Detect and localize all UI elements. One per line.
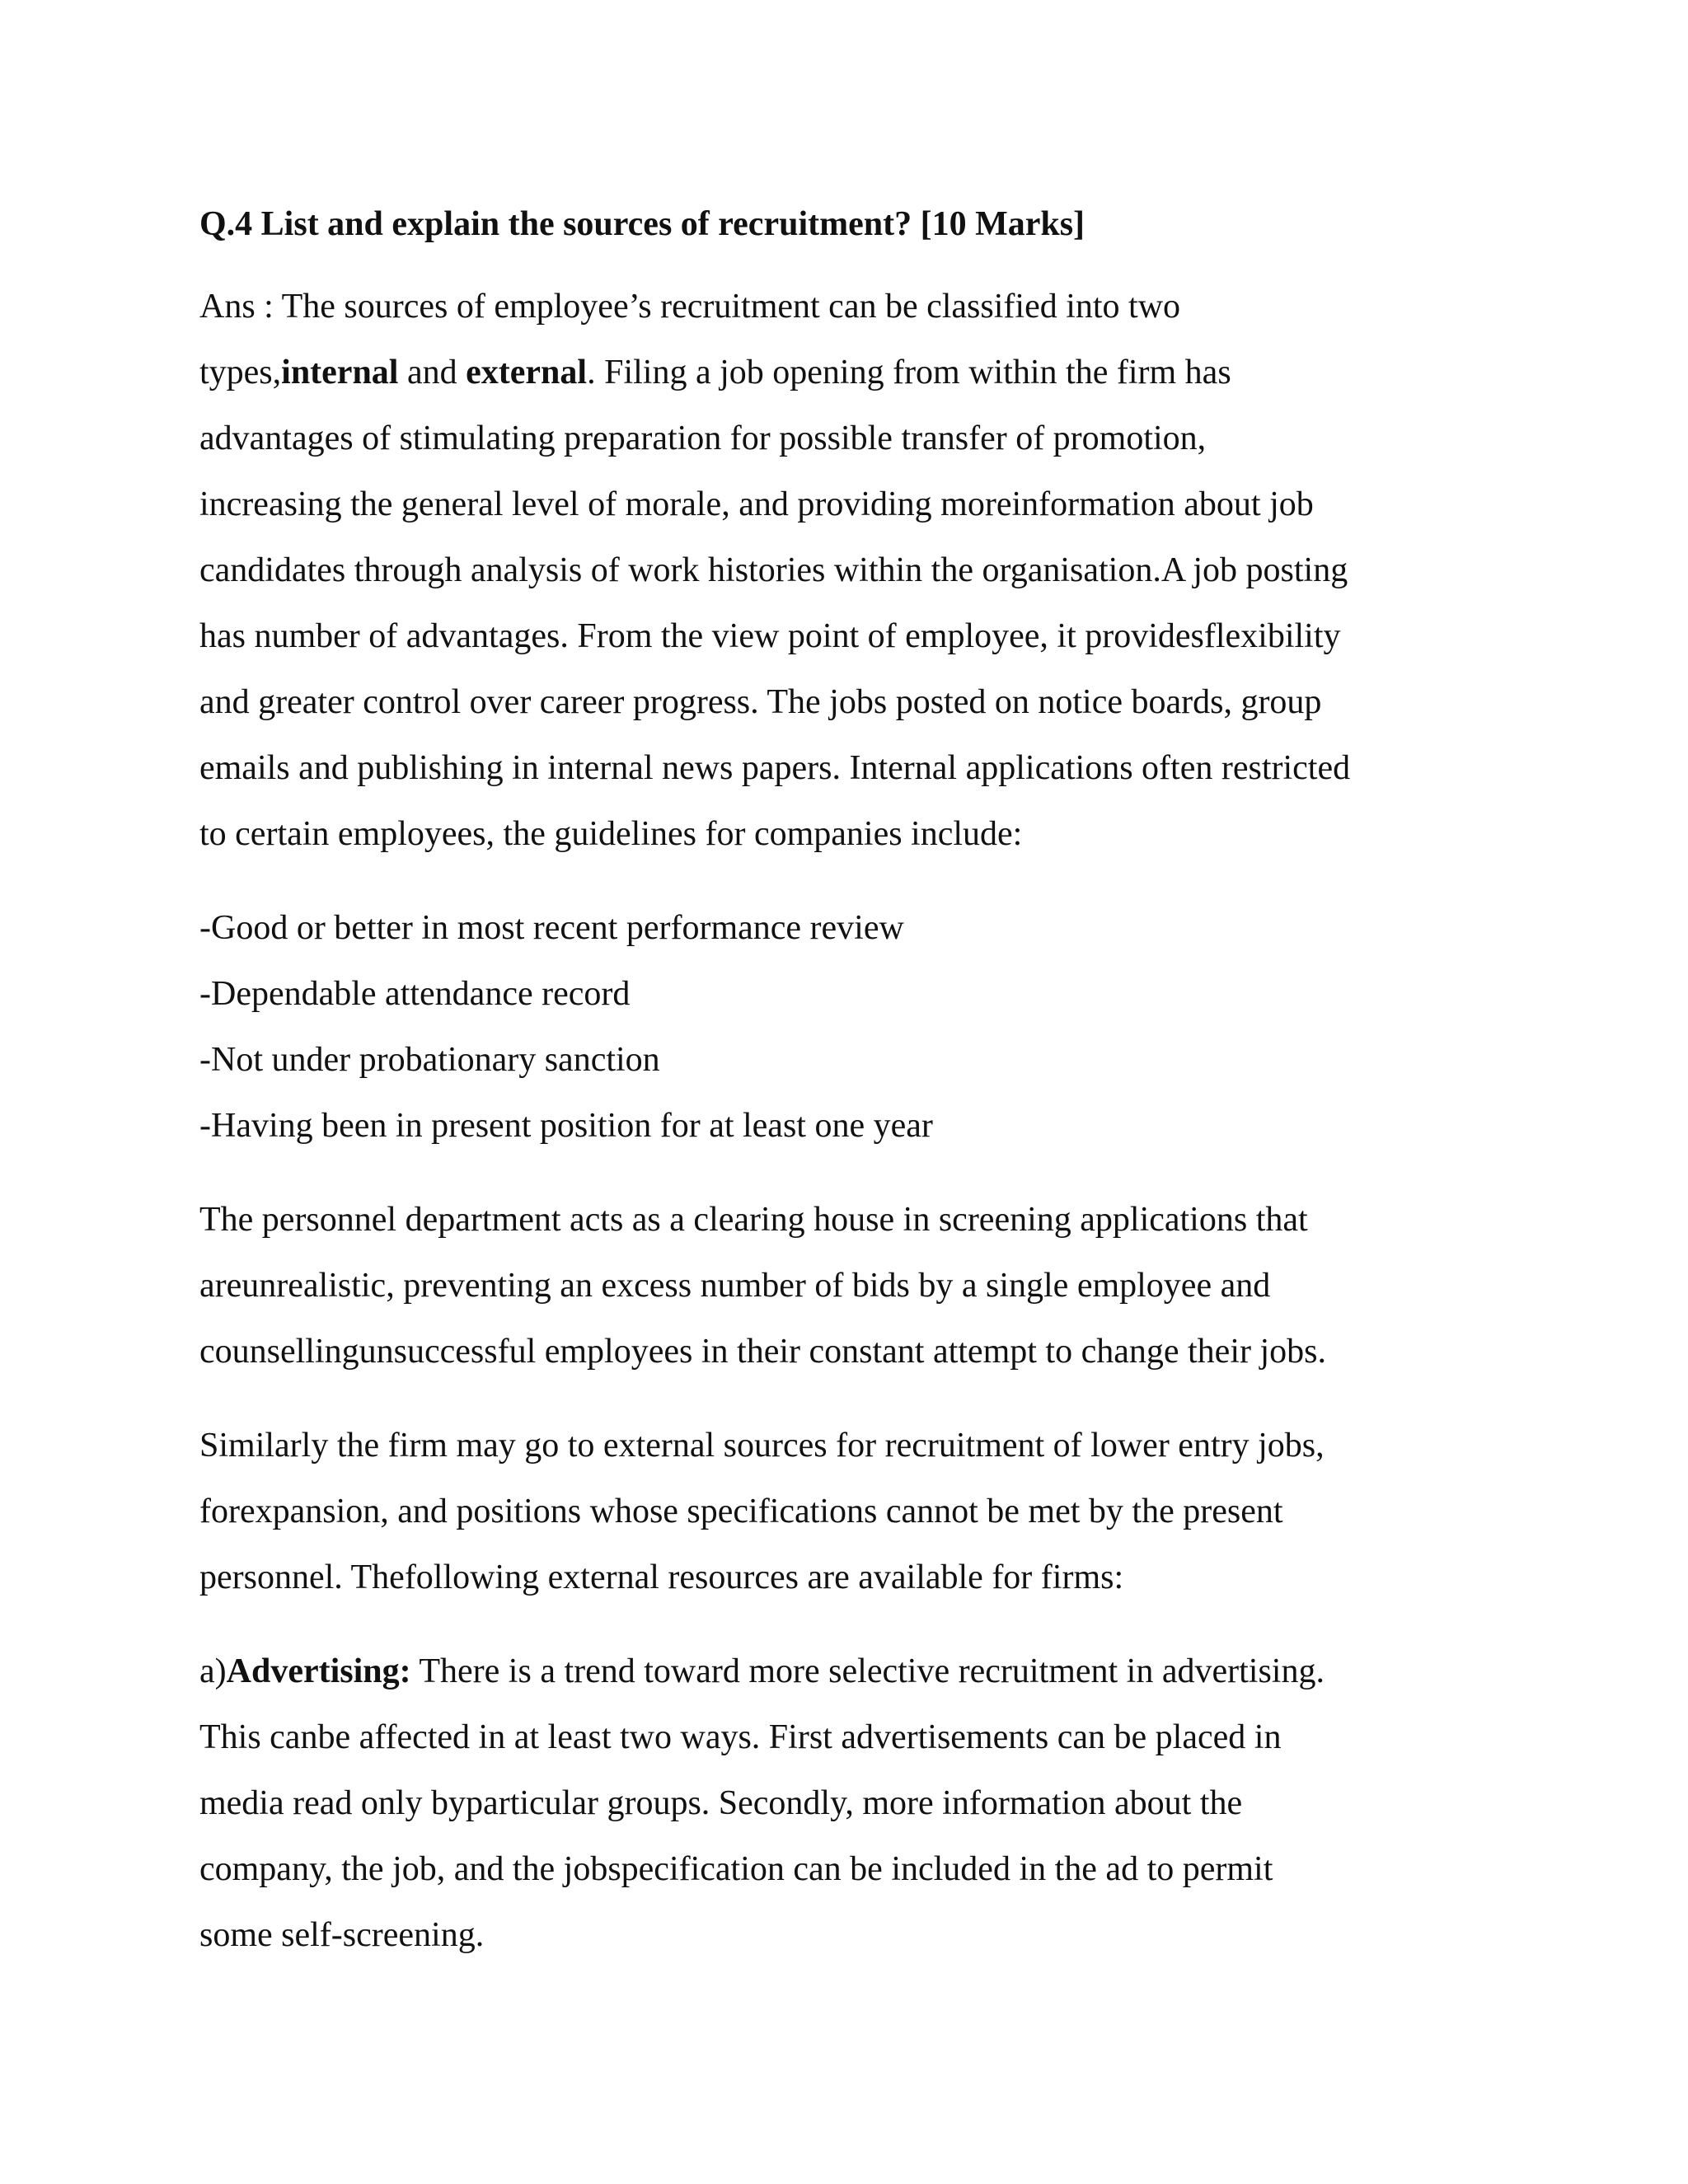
paragraph-line: company, the job, and the jobspecification can be included in the ad to permit bbox=[199, 1850, 1273, 1888]
paragraph-line: media read only byparticular groups. Secondly, more information about the bbox=[199, 1784, 1243, 1822]
answer-intro-paragraph bbox=[199, 274, 1502, 867]
bold-term-internal: internal bbox=[281, 354, 399, 391]
question-title: Q.4 List and explain the sources of recruitment? [10 Marks] bbox=[199, 205, 1085, 243]
paragraph-line: The personnel department acts as a clearing house in screening applications that bbox=[199, 1201, 1308, 1239]
answer-line: Ans : The sources of employee’s recruitment can be classified into two bbox=[199, 288, 1181, 326]
external-sources-paragraph bbox=[199, 1413, 1502, 1610]
paragraph-line: This canbe affected in at least two ways. First advertisements can be placed in bbox=[199, 1718, 1282, 1756]
guideline-item: -Not under probationary sanction bbox=[199, 1041, 660, 1079]
paragraph-line: counsellingunsuccessful employees in their constant attempt to change their jobs. bbox=[199, 1333, 1326, 1371]
text-fragment: . Filing a job opening from within the firm has bbox=[587, 354, 1231, 391]
text-fragment: There is a trend toward more selective recruitment in advertising. bbox=[410, 1652, 1325, 1690]
paragraph-line: personnel. Thefollowing external resources are available for firms: bbox=[199, 1558, 1124, 1596]
paragraph-line bbox=[199, 1638, 1502, 1704]
paragraph-line: some self-screening. bbox=[199, 1916, 485, 1954]
paragraph-line: Similarly the firm may go to external sources for recruitment of lower entry jobs, bbox=[199, 1427, 1325, 1465]
answer-line: has number of advantages. From the view point of employee, it providesflexibility bbox=[199, 617, 1341, 655]
text-fragment: types, bbox=[199, 354, 282, 391]
advertising-heading: Advertising: bbox=[226, 1652, 411, 1690]
answer-line: increasing the general level of morale, and providing moreinformation about job bbox=[199, 485, 1314, 523]
item-prefix: a) bbox=[199, 1652, 227, 1690]
guideline-item: -Good or better in most recent performance review bbox=[199, 909, 904, 947]
answer-line: to certain employees, the guidelines for companies include: bbox=[199, 815, 1023, 853]
personnel-department-paragraph bbox=[199, 1187, 1502, 1385]
paragraph-line: areunrealistic, preventing an excess number of bids by a single employee and bbox=[199, 1267, 1271, 1305]
answer-line: emails and publishing in internal news papers. Internal applications often restricted bbox=[199, 749, 1351, 787]
advertising-paragraph bbox=[199, 1638, 1502, 1968]
answer-line: candidates through analysis of work histories within the organisation.A job posting bbox=[199, 551, 1348, 589]
guideline-item: -Having been in present position for at least one year bbox=[199, 1107, 933, 1145]
text-fragment: and bbox=[398, 354, 467, 391]
guideline-item: -Dependable attendance record bbox=[199, 975, 631, 1013]
answer-line bbox=[199, 340, 1502, 405]
paragraph-line: forexpansion, and positions whose specifications cannot be met by the present bbox=[199, 1493, 1283, 1530]
guidelines-list bbox=[199, 895, 1502, 1159]
bold-term-external: external bbox=[466, 354, 588, 391]
document-page bbox=[199, 191, 1502, 1996]
answer-line: advantages of stimulating preparation for possible transfer of promotion, bbox=[199, 419, 1207, 457]
answer-line: and greater control over career progress. The jobs posted on notice boards, group bbox=[199, 683, 1322, 721]
